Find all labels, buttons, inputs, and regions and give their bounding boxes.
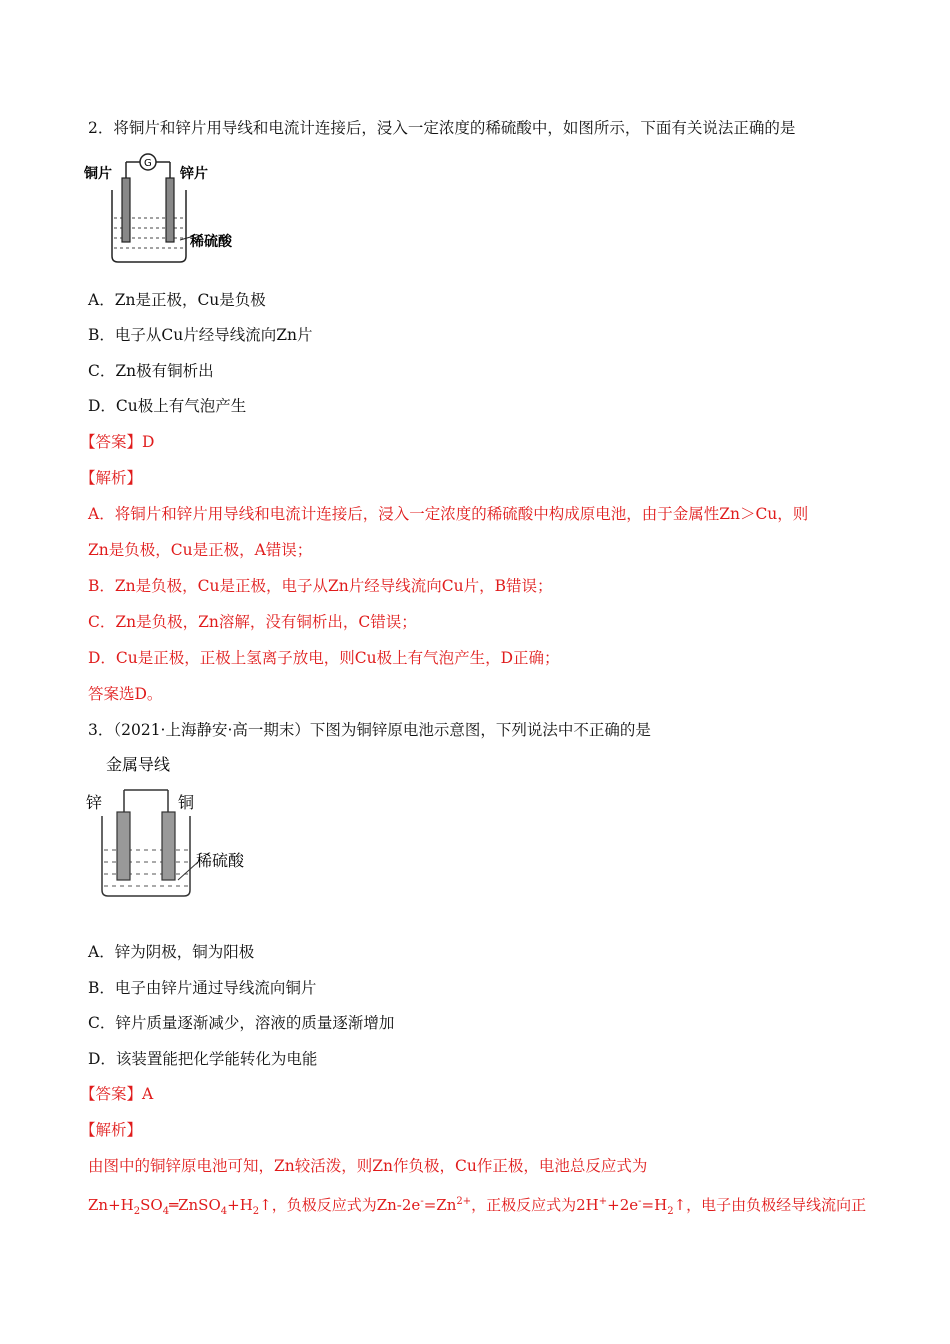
q3-stem: 3．（2021·上海静安·高一期末）下图为铜锌原电池示意图，下列说法中不正确的是 (88, 721, 651, 739)
zinc-label: 锌片 (180, 166, 208, 182)
q2-analysis-line: Zn是负极，Cu是正极，A错误； (88, 541, 313, 559)
q2-analysis-title: 【解析】 (80, 469, 143, 487)
copper-label: 铜片 (84, 166, 112, 182)
copper-electrode (162, 812, 175, 880)
zinc-electrode (166, 178, 174, 242)
q2-figure (84, 150, 244, 274)
q3-analysis-title: 【解析】 (80, 1121, 143, 1139)
q3-option-a: A．锌为阴极，铜为阳极 (88, 943, 255, 961)
copper-electrode (122, 178, 130, 242)
q3-analysis-line: 由图中的铜锌原电池可知，Zn较活泼，则Zn作负极，Cu作正极，电池总反应式为 (88, 1157, 648, 1175)
q2-option-c: C．Zn极有铜析出 (88, 362, 214, 380)
q3-answer: 【答案】A (80, 1085, 154, 1103)
meter-label: G (144, 158, 152, 169)
q2-analysis-line: 答案选D。 (88, 685, 163, 703)
solution-label: 稀硫酸 (190, 234, 232, 250)
zinc-electrode (117, 812, 130, 880)
q2-analysis-line: B．Zn是负极，Cu是正极，电子从Zn片经导线流向Cu片，B错误； (88, 577, 553, 595)
q2-option-d: D．Cu极上有气泡产生 (88, 397, 247, 415)
q2-analysis-line: A．将铜片和锌片用导线和电流计连接后，浸入一定浓度的稀硫酸中构成原电池，由于金属性Zn＞Cu，则 (88, 505, 809, 523)
q2-analysis-line: D．Cu是正极，正极上氢离子放电，则Cu极上有气泡产生，D正确； (88, 649, 560, 667)
zinc-label: 锌 (86, 793, 103, 812)
q3-option-d: D．该装置能把化学能转化为电能 (88, 1050, 318, 1068)
q3-option-b: B．电子由锌片通过导线流向铜片 (88, 979, 317, 997)
q3-figure (86, 752, 276, 916)
copper-label: 铜 (178, 793, 195, 812)
q3-option-c: C．锌片质量逐渐减少，溶液的质量逐渐增加 (88, 1014, 395, 1032)
q3-equation-line: $Zn+H_2SO_4═ZnSO_4+H_2↑$，负极反应式为$Zn-2e^-=Zn^{2+}$，正极反应式为$2H^++2e^-=H_2↑$，电子由负极经导线流向正 (88, 1196, 867, 1217)
q2-option-b: B．电子从Cu片经导线流向Zn片 (88, 326, 313, 344)
q2-analysis-line: C．Zn是负极，Zn溶解，没有铜析出，C错误； (88, 613, 417, 631)
wire-label: 金属导线 (106, 755, 171, 774)
q2-answer: 【答案】D (80, 433, 155, 451)
q2-stem: 2．将铜片和锌片用导线和电流计连接后，浸入一定浓度的稀硫酸中，如图所示，下面有关说法正确的是 (88, 119, 796, 137)
q2-option-a: A．Zn是正极，Cu是负极 (88, 291, 266, 309)
solution-label: 稀硫酸 (196, 851, 245, 870)
